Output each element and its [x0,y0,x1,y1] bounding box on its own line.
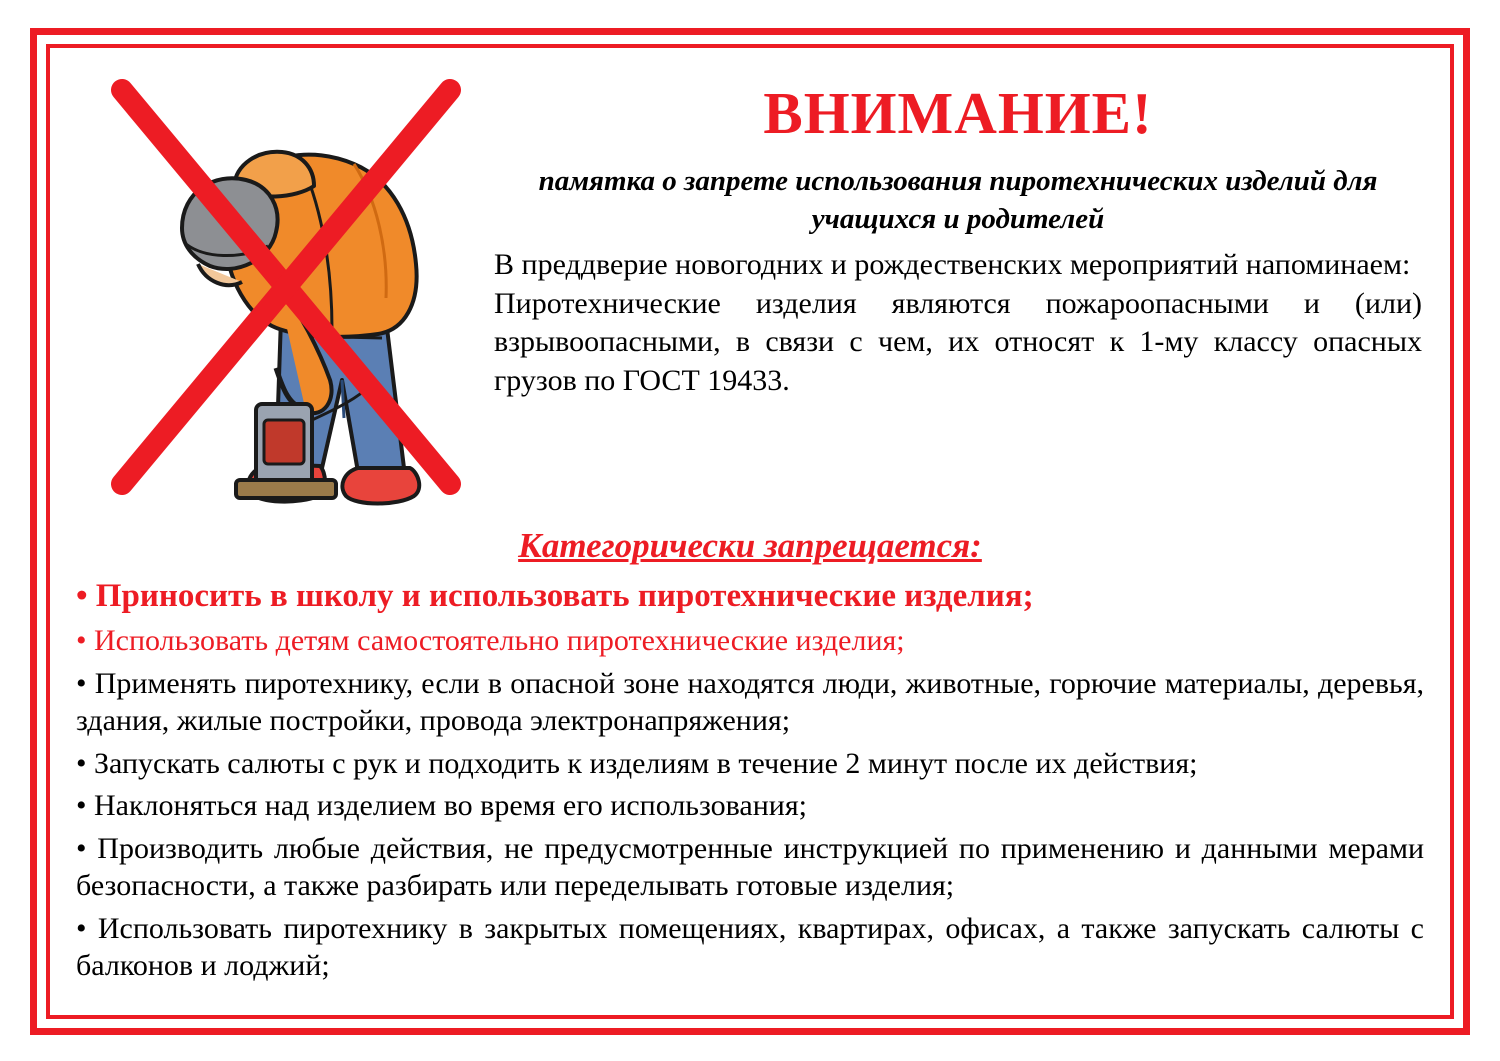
header-text-column [486,62,1428,400]
bending-person-crossed-out-icon [86,68,486,508]
list-item: • Применять пиротехнику, если в опасной зоне находятся люди, животные, горючие материалы, деревья, здания, жилые постройки, провода электронапряжения; [76,666,1424,738]
outer-red-border [30,28,1470,1035]
page-title: ВНИМАНИЕ! [763,80,1153,146]
intro-paragraph-1: В преддверие новогодних и рождественских мероприятий напоминаем: [494,248,1411,282]
list-item: • Использовать пиротехнику в закрытых помещениях, квартирах, офисах, а также запускать салюты с балконов и лоджий; [76,911,1424,983]
header-section [72,62,1428,508]
intro-paragraph-2: Пиротехнические изделия являются пожароопасными и (или) взрывоопасными, в связи с чем, их относят к 1-му классу опасных грузов по ГОСТ 19433. [494,286,1422,397]
list-item: • Приносить в школу и использовать пиротехнические изделия; [76,578,1034,614]
prohibition-list [72,576,1428,985]
list-item: • Производить любые действия, не предусмотренные инструкцией по применению и данными мерами безопасности, а также разбирать или переделывать готовые изделия; [76,831,1424,903]
inner-red-border [46,44,1454,1019]
page-subtitle: памятка о запрете использования пиротехнических изделий для учащихся и родителей [538,165,1378,235]
list-item: • Использовать детям самостоятельно пиротехнические изделия; [76,624,905,658]
list-item: • Наклоняться над изделием во время его использования; [76,789,807,823]
prohibition-banner: Категорически запрещается: [518,526,982,565]
list-item: • Запускать салюты с рук и подходить к изделиям в течение 2 минут после их действия; [76,746,1198,780]
warning-illustration [86,68,486,508]
